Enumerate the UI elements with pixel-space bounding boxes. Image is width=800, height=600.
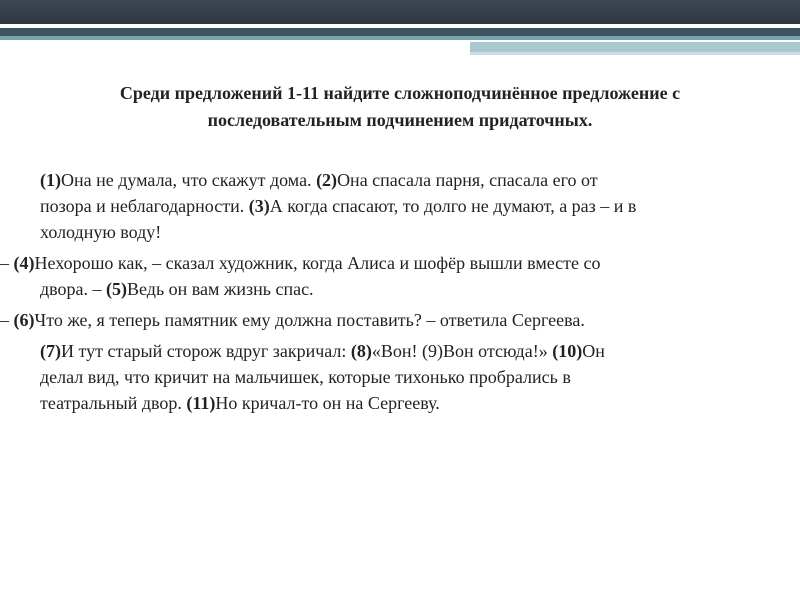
sentence-number: (5)	[106, 279, 128, 299]
text-run: делал вид, что кричит на мальчишек, которые тихонько пробрались в	[40, 367, 571, 387]
stripe-light	[470, 42, 800, 52]
text-run: позора и неблагодарности.	[40, 196, 249, 216]
sentence-number: (6)	[13, 310, 35, 330]
task-line-1: Среди предложений 1-11 найдите сложноподчинённое предложение с	[119, 83, 681, 103]
text-line	[0, 167, 800, 193]
text-run: двора. –	[40, 279, 107, 299]
text-run: Он	[582, 341, 605, 361]
text-run: театральный двор.	[40, 393, 187, 413]
text-run: –	[0, 310, 14, 330]
text-run: –	[0, 253, 14, 273]
text-line	[0, 307, 800, 333]
sentence-number: (4)	[13, 253, 35, 273]
stripe-dark	[0, 28, 800, 36]
task-heading	[40, 80, 760, 134]
text-line	[0, 276, 800, 302]
slide-header-stripes	[0, 24, 800, 60]
text-run: Но кричал-то он на Сергееву.	[215, 393, 440, 413]
text-run: И тут старый сторож вдруг закричал:	[61, 341, 351, 361]
text-line	[0, 364, 800, 390]
sentence-number: (8)	[350, 341, 372, 361]
text-run: Она не думала, что скажут дома.	[61, 170, 317, 190]
text-run: Ведь он вам жизнь спас.	[127, 279, 314, 299]
text-run: Что же, я теперь памятник ему должна поставить? – ответила Сергеева.	[34, 310, 585, 330]
paragraph	[0, 250, 800, 302]
paragraph	[0, 307, 800, 333]
text-line	[0, 219, 800, 245]
text-run: холодную воду!	[40, 222, 162, 242]
text-line	[0, 338, 800, 364]
sentence-number: (10)	[552, 341, 583, 361]
task-line-2: последовательным подчинением придаточных.	[207, 110, 593, 130]
slide-header-bar	[0, 0, 800, 24]
text-run: А когда спасают, то долго не думают, а раз – и в	[269, 196, 637, 216]
text-line	[0, 250, 800, 276]
text-line	[0, 193, 800, 219]
text-run: Нехорошо как, – сказал художник, когда Алиса и шофёр вышли вместе со	[34, 253, 601, 273]
sentence-number: (1)	[40, 170, 61, 190]
text-run: «Вон! (9)Вон отсюда!»	[371, 341, 553, 361]
paragraph	[0, 167, 800, 245]
sentence-number: (7)	[40, 341, 61, 361]
text-run: Она спасала парня, спасала его от	[337, 170, 598, 190]
text-line	[0, 390, 800, 416]
sentence-number: (3)	[248, 196, 270, 216]
sentence-number: (2)	[316, 170, 338, 190]
stripe-mid	[0, 36, 800, 40]
sentence-number: (11)	[186, 393, 216, 413]
paragraph	[0, 338, 800, 416]
stripe-pale	[470, 52, 800, 55]
sentences-text	[0, 167, 800, 421]
